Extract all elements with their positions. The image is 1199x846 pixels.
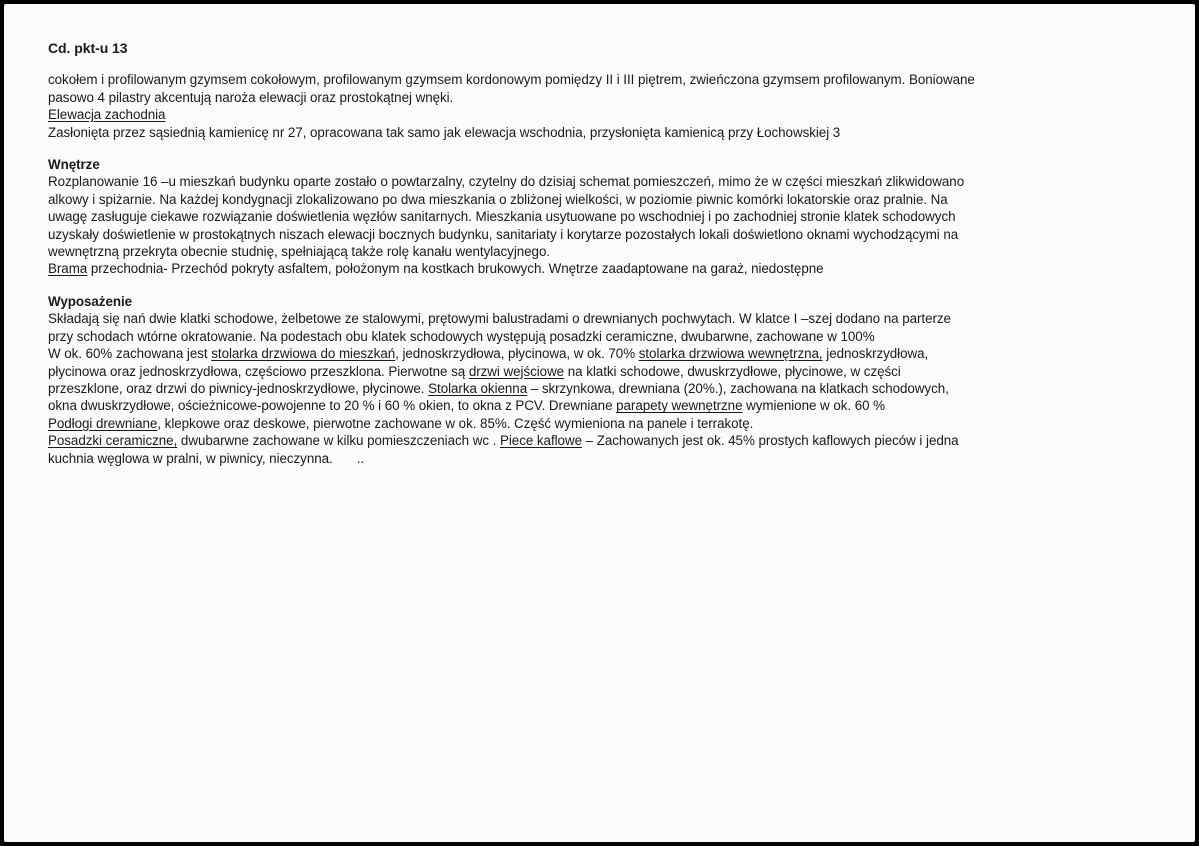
equipment-line — [48, 380, 1158, 397]
underlined-term: Posadzki ceramiczne, — [48, 433, 178, 449]
section-heading-west-elevation: Elewacja zachodnia — [48, 107, 166, 123]
text-run: okna dwuskrzydłowe, ościeżnicowe-powojenne to 20 % i 60 % okien, to okna z PCV. Drewniane — [48, 398, 617, 414]
interior-line: uzyskały doświetlenie w prostokątnych niszach elewacji bocznych budynku, sanitariaty i korytarze pozostałych lokali doświetlono oknami wychodzącymi na — [48, 226, 959, 242]
equipment-line — [48, 450, 1158, 467]
section-heading-interior: Wnętrze — [48, 157, 100, 173]
underlined-term: drzwi wejściowe — [468, 363, 565, 379]
equipment-line — [48, 397, 1158, 414]
west-elevation-text: Zasłonięta przez sąsiednią kamienicę nr 27, opracowana tak samo jak elewacja wschodnia, przysłonięta kamienicą przy Łochowskiej 3 — [48, 124, 841, 140]
text-run: jednoskrzydłowa, — [822, 346, 929, 362]
equipment-line — [48, 345, 1158, 362]
text-run: , klepkowe oraz deskowe, pierwotne zachowane w ok. 85%. Część wymieniona na panele i terrakotę. — [157, 415, 754, 431]
text-run: przeszklone, oraz drzwi do piwnicy-jednoskrzydłowe, płycinowe. — [48, 380, 429, 396]
interior-section — [48, 156, 1158, 278]
text-run: W ok. 60% zachowana jest — [48, 346, 212, 362]
underlined-term: Piece kaflowe — [500, 433, 582, 449]
section-heading-equipment: Wyposażenie — [48, 293, 133, 309]
underlined-term: stolarka drzwiowa do mieszkań — [211, 346, 396, 362]
intro-paragraph — [48, 71, 1158, 141]
interior-line: Rozplanowanie 16 –u mieszkań budynku oparte zostało o powtarzalny, czytelny do dzisiaj schemat pomieszczeń, mimo że w części mieszkań zlikwidowano — [48, 174, 965, 190]
underlined-term: stolarka drzwiowa wewnętrzna, — [638, 346, 823, 362]
underlined-term: Podłogi drewniane — [48, 415, 158, 431]
text-run: – skrzynkowa, drewniana (20%.), zachowana na klatkach schodowych, — [527, 380, 949, 396]
equipment-line — [48, 363, 1158, 380]
underlined-term: parapety wewnętrzne — [616, 398, 743, 414]
trailing-dots: .. — [356, 450, 365, 466]
document-body — [48, 40, 1158, 467]
equipment-section — [48, 293, 1158, 467]
text-run: na klatki schodowe, dwuskrzydłowe, płycinowe, w części — [564, 363, 901, 379]
underlined-term: Stolarka okienna — [428, 380, 528, 396]
interior-line: alkowy i spiżarnie. Na każdej kondygnacji zlokalizowano po dwa mieszkania o zbliżonej wielkości, w poziomie piwnic komórki lokatorskie oraz pralnie. Na — [48, 191, 948, 207]
text-run: wymienione w ok. 60 % — [742, 398, 886, 414]
text-run: kuchnia węglowa w pralni, w piwnicy, nieczynna. — [48, 450, 333, 466]
equipment-line: Składają się nań dwie klatki schodowe, żelbetowe ze stalowymi, prętowymi balustradami o drewnianych pochwytach. W klatce I –szej dodano na parterze — [48, 311, 951, 327]
gate-line — [48, 260, 1158, 277]
intro-line: cokołem i profilowanym gzymsem cokołowym, profilowanym gzymsem kordonowym pomiędzy II i III piętrem, zwieńczona gzymsem profilowanym. Boniowane — [48, 72, 975, 88]
interior-line: wewnętrzną przekryta obecnie studnię, spełniającą także rolę kanału wentylacyjnego. — [48, 244, 551, 260]
equipment-line: przy schodach wtórne okratowanie. Na podestach obu klatek schodowych występują posadzki ceramiczne, dwubarwne, zachowane w 100% — [48, 328, 875, 344]
text-run: płycinowa oraz jednoskrzydłowa, częściowo przeszklona. Pierwotne są — [48, 363, 469, 379]
document-page — [4, 4, 1195, 842]
equipment-line — [48, 415, 1158, 432]
intro-line: pasowo 4 pilastry akcentują naroża elewacji oraz prostokątnej wnęki. — [48, 89, 454, 105]
text-run: – Zachowanych jest ok. 45% prostych kaflowych pieców i jedna — [581, 433, 959, 449]
interior-line: uwagę zasługuje ciekawe rozwiązanie doświetlenia węzłów sanitarnych. Mieszkania usytuowane po wschodniej i po zachodniej stronie klatek schodowych — [48, 209, 956, 225]
text-run: dwubarwne zachowane w kilku pomieszczeniach wc . — [177, 433, 500, 449]
text-run: , jednoskrzydłowa, płycinowa, w ok. 70% — [395, 346, 639, 362]
page-header: Cd. pkt-u 13 — [48, 40, 128, 56]
gate-label: Brama — [48, 261, 88, 277]
equipment-line — [48, 432, 1158, 449]
gate-text: przechodnia- Przechód pokryty asfaltem, położonym na kostkach brukowych. Wnętrze zaadaptowane na garaż, niedostępne — [87, 261, 824, 277]
